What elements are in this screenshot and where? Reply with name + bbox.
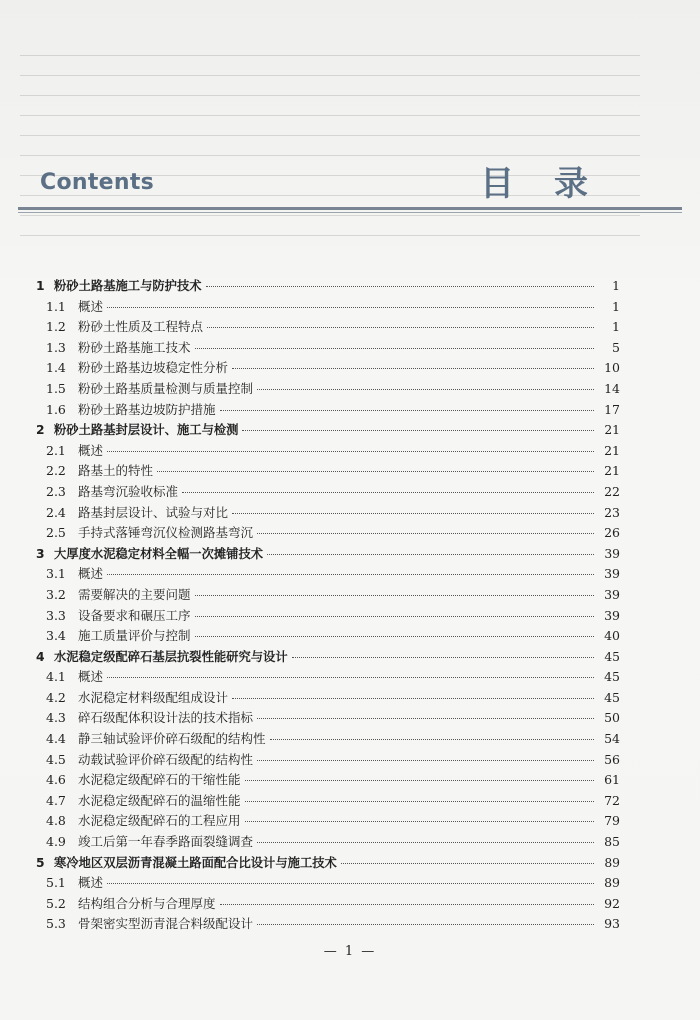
chapter-title: 水泥稳定级配碎石基层抗裂性能研究与设计 [54,649,288,664]
section-entry [36,564,620,585]
section-title: 碎石级配体积设计法的技术指标 [78,710,254,726]
section-page-number: 22 [604,483,620,499]
dot-leader [195,348,594,349]
section-entry [36,667,620,688]
chapter-entry [36,853,620,874]
section-title: 动载试验评价碎石级配的结构性 [78,751,254,767]
header-rule-thin [18,212,682,213]
section-page-number: 40 [604,628,620,644]
section-page-number: 21 [604,442,620,458]
dot-leader [257,924,594,925]
dot-leader [245,780,594,781]
dot-leader [157,471,594,472]
dot-leader [107,451,594,452]
toc-header [18,150,682,208]
dot-leader [232,698,594,699]
section-page-number: 39 [604,586,620,602]
section-entry [36,338,620,359]
section-title: 水泥稳定级配碎石的温缩性能 [78,792,241,808]
dot-leader [195,595,594,596]
dot-leader [257,533,594,534]
section-page-number: 89 [604,875,620,891]
section-number: 2.4 [46,504,66,520]
section-number: 4.2 [46,689,66,705]
section-entry [36,482,620,503]
section-page-number: 93 [604,916,620,932]
section-number: 4.8 [46,813,66,829]
section-page-number: 1 [612,298,620,314]
section-title: 粉砂土路基边坡防护措施 [78,401,216,417]
section-entry [36,461,620,482]
dot-leader [206,286,594,287]
section-title: 水泥稳定级配碎石的干缩性能 [78,772,241,788]
section-title: 路基土的特性 [78,463,154,479]
section-entry [36,914,620,935]
section-number: 3.3 [46,607,66,623]
section-entry [36,400,620,421]
section-entry [36,708,620,729]
section-entry [36,297,620,318]
section-page-number: 23 [604,504,620,520]
section-number: 3.1 [46,566,66,582]
section-page-number: 45 [604,669,620,685]
section-title: 路基弯沉验收标准 [78,483,179,499]
chapter-title: 大厚度水泥稳定材料全幅一次摊铺技术 [54,546,264,561]
page-number: — 1 — [323,944,377,959]
section-entry [36,729,620,750]
section-page-number: 45 [604,689,620,705]
section-page-number: 39 [604,566,620,582]
dot-leader [195,616,594,617]
section-number: 4.7 [46,792,66,808]
section-page-number: 10 [604,360,620,376]
section-number: 1.3 [46,339,66,355]
section-number: 1.6 [46,401,66,417]
dot-leader [341,863,594,864]
dot-leader [257,389,594,390]
chapter-entry [36,420,620,441]
dot-leader [107,574,594,575]
section-number: 5.1 [46,875,66,891]
section-page-number: 92 [604,895,620,911]
section-page-number: 39 [604,607,620,623]
section-entry [36,606,620,627]
section-title: 静三轴试验评价碎石级配的结构性 [78,731,266,747]
mulu-heading: 目 录 [480,164,602,204]
chapter-entry [36,544,620,565]
section-title: 路基封层设计、试验与对比 [78,504,229,520]
section-title: 手持式落锤弯沉仪检测路基弯沉 [78,525,254,541]
section-title: 粉砂土路基施工技术 [78,339,191,355]
section-title: 竣工后第一年春季路面裂缝调查 [78,834,254,850]
section-number: 4.5 [46,751,66,767]
section-number: 3.2 [46,586,66,602]
dot-leader [182,492,594,493]
dot-leader [232,368,594,369]
dot-leader [242,430,594,431]
dot-leader [220,904,594,905]
chapter-entry [36,276,620,297]
chapter-page-number: 21 [604,423,620,438]
table-of-contents [36,276,620,935]
section-number: 2.2 [46,463,66,479]
chapter-page-number: 89 [604,855,620,870]
chapter-number: 4 [36,649,45,664]
section-entry [36,441,620,462]
section-entry [36,873,620,894]
dot-leader [245,801,594,802]
section-title: 骨架密实型沥青混合料级配设计 [78,916,254,932]
section-title: 水泥稳定材料级配组成设计 [78,689,229,705]
dot-leader [207,327,594,328]
section-number: 1.1 [46,298,66,314]
section-page-number: 54 [604,731,620,747]
section-number: 4.6 [46,772,66,788]
section-title: 概述 [78,875,104,891]
dot-leader [257,718,594,719]
section-entry [36,358,620,379]
chapter-number: 5 [36,855,45,870]
section-page-number: 26 [604,525,620,541]
section-page-number: 5 [612,339,620,355]
chapter-title: 粉砂土路基施工与防护技术 [54,279,202,293]
dot-leader [267,554,594,555]
section-number: 4.4 [46,731,66,747]
chapter-entry [36,647,620,668]
chapter-title: 粉砂土路基封层设计、施工与检测 [54,423,239,438]
chapter-number: 2 [36,423,45,438]
section-title: 概述 [78,669,104,685]
section-page-number: 17 [604,401,620,417]
chapter-page-number: 39 [604,546,620,561]
section-number: 1.2 [46,319,66,335]
section-page-number: 21 [604,463,620,479]
section-entry [36,585,620,606]
section-entry [36,688,620,709]
section-page-number: 50 [604,710,620,726]
chapter-title: 寒冷地区双层沥青混凝土路面配合比设计与施工技术 [54,855,337,870]
chapter-page-number: 1 [612,279,620,293]
dot-leader [107,883,594,884]
section-entry [36,770,620,791]
section-title: 概述 [78,298,104,314]
section-title: 概述 [78,442,104,458]
section-number: 2.5 [46,525,66,541]
section-title: 施工质量评价与控制 [78,628,191,644]
section-number: 5.3 [46,916,66,932]
section-title: 粉砂土性质及工程特点 [78,319,204,335]
chapter-number: 3 [36,546,45,561]
dot-leader [195,636,594,637]
section-number: 2.1 [46,442,66,458]
section-title: 粉砂土路基质量检测与质量控制 [78,380,254,396]
section-number: 4.3 [46,710,66,726]
section-number: 4.1 [46,669,66,685]
section-page-number: 85 [604,834,620,850]
section-entry [36,894,620,915]
section-entry [36,832,620,853]
section-page-number: 79 [604,813,620,829]
dot-leader [257,760,594,761]
dot-leader [107,677,594,678]
section-entry [36,811,620,832]
contents-heading: Contents [40,170,155,195]
section-number: 3.4 [46,628,66,644]
section-title: 水泥稳定级配碎石的工程应用 [78,813,241,829]
dot-leader [270,739,594,740]
dot-leader [257,842,594,843]
header-rule [18,207,682,210]
dot-leader [232,513,594,514]
section-title: 结构组合分析与合理厚度 [78,895,216,911]
section-page-number: 72 [604,792,620,808]
chapter-page-number: 45 [604,649,620,664]
section-title: 粉砂土路基边坡稳定性分析 [78,360,229,376]
section-title: 概述 [78,566,104,582]
dot-leader [220,410,594,411]
section-entry [36,626,620,647]
section-entry [36,317,620,338]
section-page-number: 61 [604,772,620,788]
section-number: 5.2 [46,895,66,911]
section-entry [36,791,620,812]
section-entry [36,523,620,544]
section-number: 4.9 [46,834,66,850]
section-title: 设备要求和碾压工序 [78,607,191,623]
section-number: 1.4 [46,360,66,376]
dot-leader [107,307,594,308]
section-title: 需要解决的主要问题 [78,586,191,602]
section-number: 2.3 [46,483,66,499]
section-page-number: 1 [612,319,620,335]
section-page-number: 56 [604,751,620,767]
section-entry [36,379,620,400]
section-entry [36,503,620,524]
dot-leader [292,657,594,658]
section-number: 1.5 [46,380,66,396]
section-entry [36,750,620,771]
section-page-number: 14 [604,380,620,396]
chapter-number: 1 [36,279,45,293]
dot-leader [245,821,594,822]
